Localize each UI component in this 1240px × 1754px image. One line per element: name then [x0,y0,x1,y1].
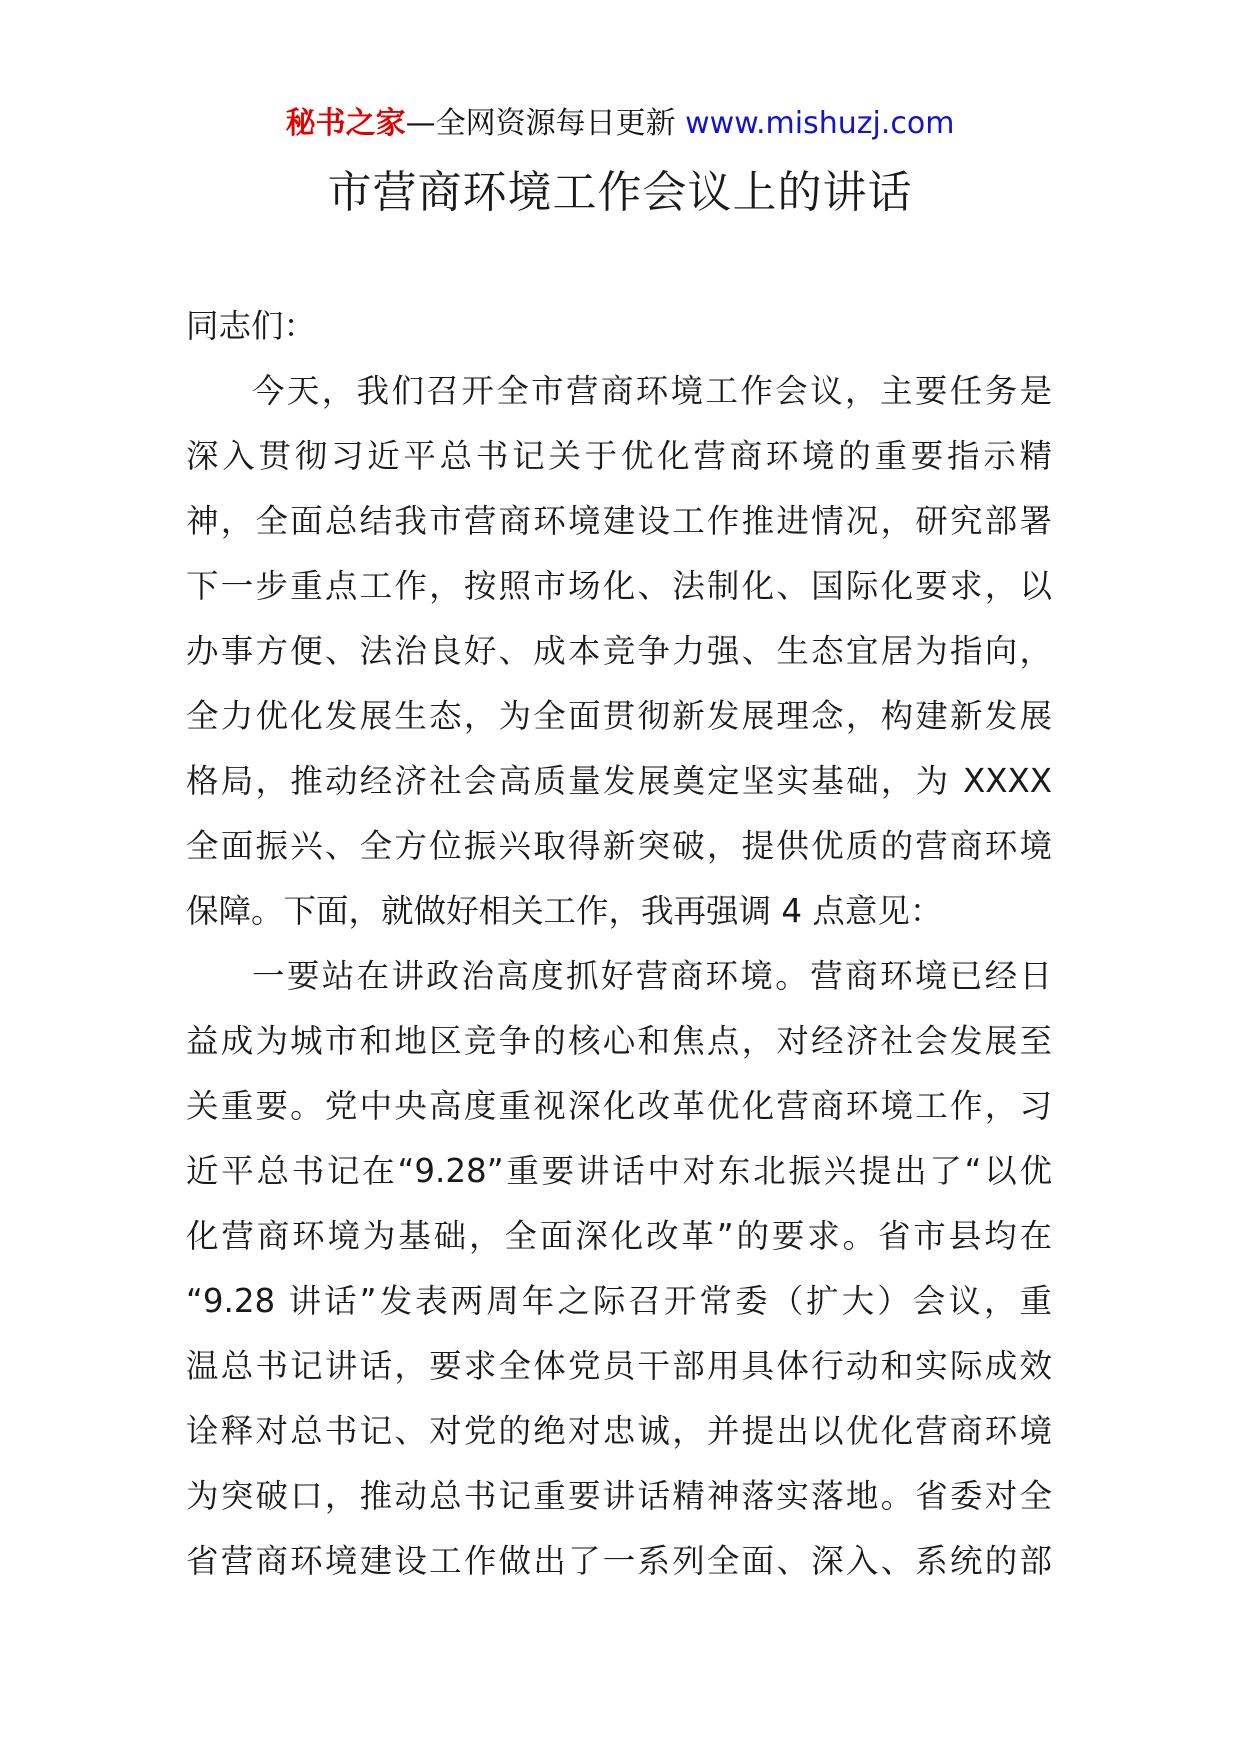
text-line: 今天，我们召开全市营商环境工作会议，主要任务是 [252,372,1052,410]
text-line: 保障。下面，就做好相关工作，我再强调 4 点意见： [186,892,943,930]
brand-name: 秘书之家 [285,106,406,141]
text-line: 深入贯彻习近平总书记关于优化营商环境的重要指示精 [186,437,1052,475]
text-line: 温总书记讲话，要求全体党员干部用具体行动和实际成效 [186,1347,1052,1385]
site-header [0,102,1240,146]
text-line: 省营商环境建设工作做出了一系列全面、深入、系统的部 [186,1542,1052,1580]
site-url-link[interactable]: www.mishuzj.com [685,106,955,141]
text-line: 全力优化发展生态，为全面贯彻新发展理念，构建新发展 [186,697,1052,735]
text-line: 为突破口，推动总书记重要讲话精神落实落地。省委对全 [186,1477,1052,1515]
text-line: 诠释对总书记、对党的绝对忠诚，并提出以优化营商环境 [186,1412,1052,1450]
document-body [186,294,1052,1594]
header-tagline: —全网资源每日更新 [405,106,676,141]
text-line: 下一步重点工作，按照市场化、法制化、国际化要求，以 [186,567,1052,605]
text-line: 神，全面总结我市营商环境建设工作推进情况，研究部署 [186,502,1052,540]
text-line: 全面振兴、全方位振兴取得新突破，提供优质的营商环境 [186,827,1052,865]
text-line: “9.28 讲话”发表两周年之际召开常委（扩大）会议，重 [186,1282,1052,1320]
text-line: 办事方便、法治良好、成本竞争力强、生态宜居为指向， [186,632,1052,670]
text-line: 格局，推动经济社会高质量发展奠定坚实基础，为 XXXX [186,762,1052,800]
text-line: 益成为城市和地区竞争的核心和焦点，对经济社会发展至 [186,1022,1052,1060]
text-line: 近平总书记在“9.28”重要讲话中对东北振兴提出了“以优 [186,1152,1052,1190]
text-line: 一要站在讲政治高度抓好营商环境。营商环境已经日 [252,957,1052,995]
salutation-line: 同志们： [186,307,317,345]
text-line: 关重要。党中央高度重视深化改革优化营商环境工作，习 [186,1087,1052,1125]
text-line: 化营商环境为基础，全面深化改革”的要求。省市县均在 [186,1217,1052,1255]
document-title: 市营商环境工作会议上的讲话 [327,167,913,218]
